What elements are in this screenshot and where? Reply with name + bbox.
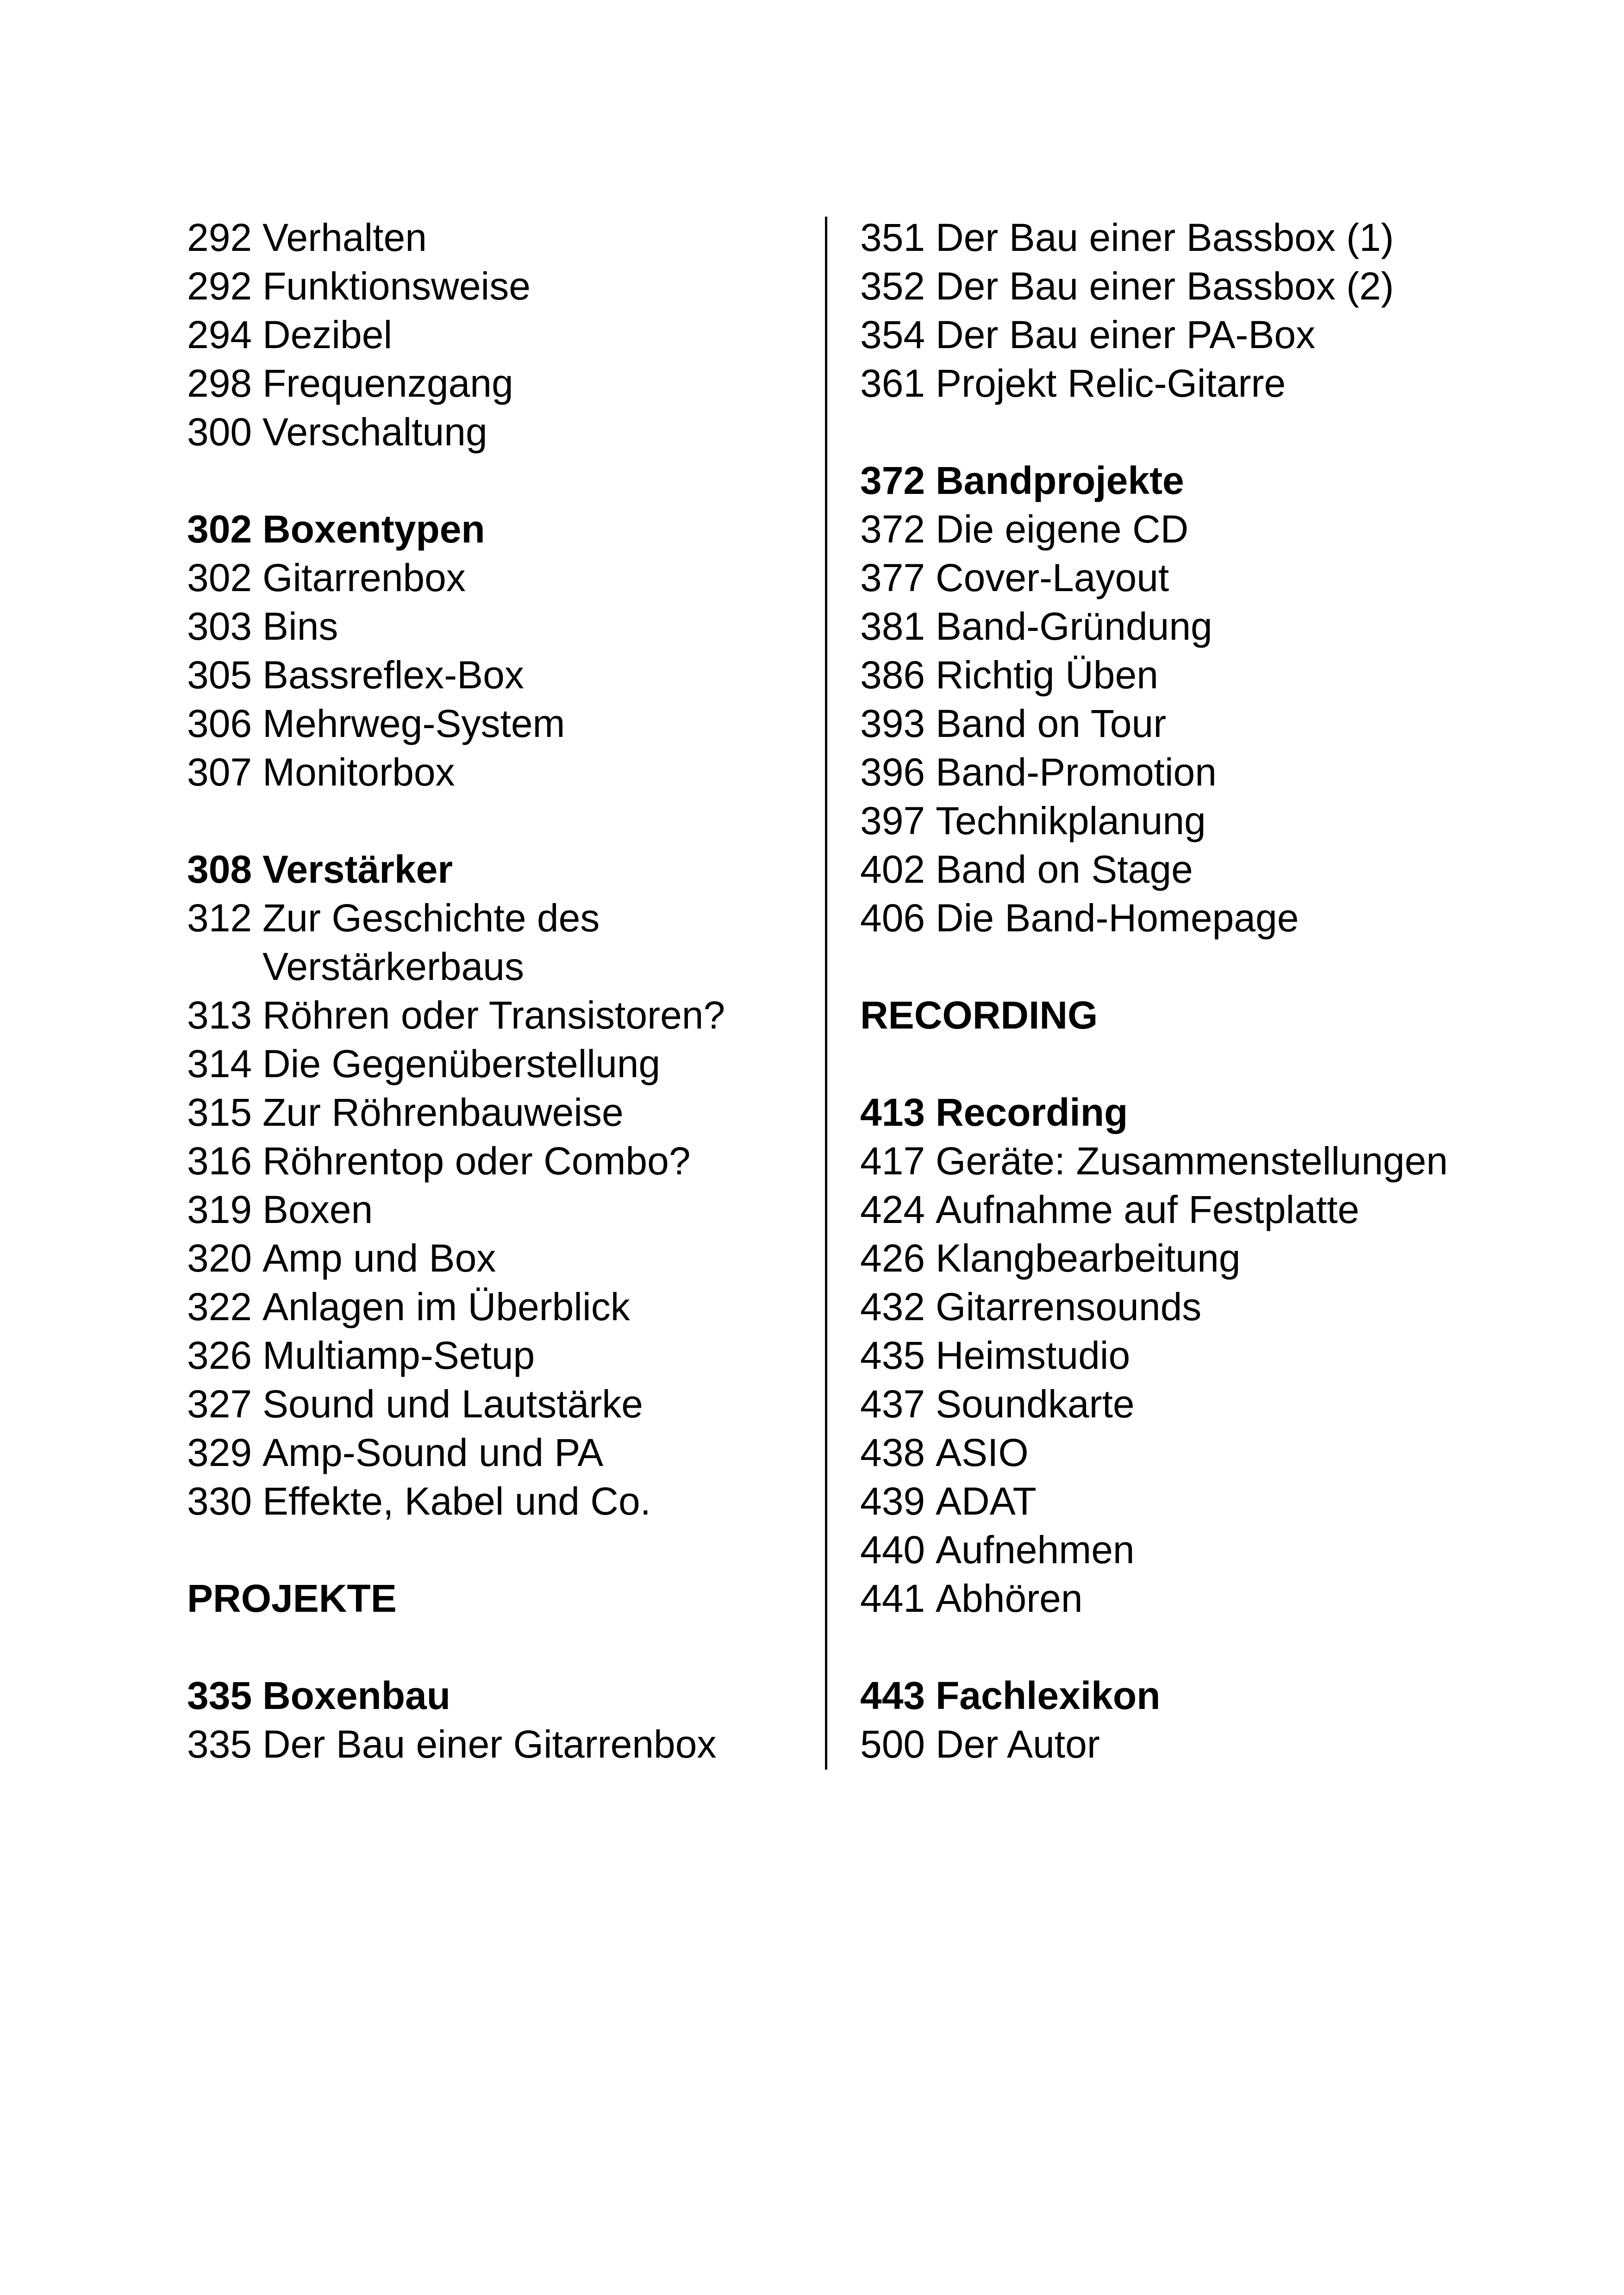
entry-title: Röhrentop oder Combo? [262, 1139, 691, 1183]
entry-title: Frequenzgang [262, 362, 513, 405]
toc-entry [187, 1234, 803, 1283]
page-number: 440 [860, 1528, 925, 1572]
entry-title: Bassreflex-Box [262, 653, 524, 697]
page-number: 335 [187, 1722, 252, 1766]
entry-title: Cover-Layout [936, 556, 1169, 599]
toc-entry [187, 1283, 803, 1331]
entry-title: Amp-Sound und PA [262, 1431, 604, 1474]
toc-entry [187, 699, 803, 748]
page-number: 319 [187, 1188, 252, 1231]
toc-entry [860, 1574, 1578, 1623]
toc-entry [860, 845, 1578, 894]
page-number: 314 [187, 1042, 252, 1085]
page-number: 435 [860, 1334, 925, 1377]
entry-title: Verschaltung [262, 410, 487, 454]
toc-entry [860, 797, 1578, 845]
page-number: 381 [860, 605, 925, 648]
toc-section-heading [860, 1671, 1578, 1720]
page-number: 329 [187, 1431, 252, 1474]
page-number: 316 [187, 1139, 252, 1183]
page-number: 397 [860, 799, 925, 842]
page-number: 426 [860, 1236, 925, 1280]
entry-title: Monitorbox [262, 750, 455, 794]
entry-title: Bandprojekte [936, 459, 1184, 502]
toc-entry [860, 213, 1578, 262]
toc-entry [187, 213, 803, 262]
entry-title: Abhören [936, 1577, 1083, 1620]
page-number: 417 [860, 1139, 925, 1183]
toc-entry [860, 1234, 1578, 1283]
entry-title: Soundkarte [936, 1382, 1135, 1426]
toc-entry [187, 651, 803, 699]
entry-title: Sound und Lautstärke [262, 1382, 643, 1426]
page-number: 406 [860, 896, 925, 940]
page-number: 386 [860, 653, 925, 697]
entry-title: Bins [262, 605, 338, 648]
toc-entry [860, 505, 1578, 554]
spacer [187, 456, 803, 505]
toc-entry [860, 1428, 1578, 1477]
entry-title: Röhren oder Transistoren? [262, 993, 725, 1037]
entry-title: Der Autor [936, 1722, 1100, 1766]
entry-title: Projekt Relic-Gitarre [936, 362, 1286, 405]
toc-entry [187, 359, 803, 408]
entry-title: Heimstudio [936, 1334, 1131, 1377]
toc-entry [860, 748, 1578, 797]
page-number: 305 [187, 653, 252, 697]
toc-entry [860, 1185, 1578, 1234]
entry-title: Zur Röhrenbauweise [262, 1091, 624, 1134]
page-number: 443 [860, 1674, 925, 1717]
page-number: 432 [860, 1285, 925, 1328]
toc-entry [860, 602, 1578, 651]
entry-title: Band on Tour [936, 702, 1167, 745]
page-number: 320 [187, 1236, 252, 1280]
spacer [860, 1623, 1578, 1671]
page-number: 302 [187, 556, 252, 599]
toc-entry [860, 699, 1578, 748]
spacer [187, 1623, 803, 1671]
toc-entry [860, 1380, 1578, 1428]
page-number: 322 [187, 1285, 252, 1328]
toc-entry [187, 1380, 803, 1428]
entry-title: Geräte: Zusammenstellungen [936, 1139, 1448, 1183]
toc-entry [187, 1088, 803, 1137]
page-number: 413 [860, 1091, 925, 1134]
page-number: 303 [187, 605, 252, 648]
toc-entry [187, 408, 803, 456]
page-number: 294 [187, 313, 252, 356]
page-number: 330 [187, 1479, 252, 1523]
page-number: 424 [860, 1188, 925, 1231]
page-number: 372 [860, 459, 925, 502]
toc-entry-continuation [187, 942, 803, 991]
entry-title: Verhalten [262, 216, 427, 259]
page-number: 292 [187, 216, 252, 259]
toc-entry [187, 1331, 803, 1380]
entry-title: Der Bau einer Bassbox (2) [936, 264, 1394, 308]
toc-entry [187, 894, 803, 942]
entry-title: Band on Stage [936, 848, 1193, 891]
toc-entry [860, 651, 1578, 699]
entry-title: Boxentypen [262, 507, 485, 551]
toc-entry [187, 1720, 803, 1769]
entry-title: Zur Geschichte des [262, 896, 600, 940]
entry-title: Band-Gründung [936, 605, 1212, 648]
spacer [860, 942, 1578, 991]
page-number: 437 [860, 1382, 925, 1426]
entry-title: Technikplanung [936, 799, 1206, 842]
entry-title: Der Bau einer PA-Box [936, 313, 1316, 356]
entry-title: Amp und Box [262, 1236, 496, 1280]
toc-entry [187, 1185, 803, 1234]
page-number: 438 [860, 1431, 925, 1474]
toc-entry [187, 262, 803, 311]
entry-title: Mehrweg-System [262, 702, 565, 745]
page-number: 351 [860, 216, 925, 259]
entry-title: Der Bau einer Gitarrenbox [262, 1722, 717, 1766]
toc-entry [860, 1477, 1578, 1526]
column-divider [825, 217, 827, 1770]
entry-title: Dezibel [262, 313, 393, 356]
page-number: 372 [860, 507, 925, 551]
toc-entry [860, 1331, 1578, 1380]
page-number: 312 [187, 896, 252, 940]
toc-part-heading [187, 1574, 803, 1623]
part-title: RECORDING [860, 993, 1098, 1037]
page-number: 306 [187, 702, 252, 745]
entry-title: ADAT [936, 1479, 1037, 1523]
page-number: 500 [860, 1722, 925, 1766]
page-number: 393 [860, 702, 925, 745]
entry-title: Aufnehmen [936, 1528, 1135, 1572]
page-number: 335 [187, 1674, 252, 1717]
page-number: 326 [187, 1334, 252, 1377]
entry-title: Gitarrensounds [936, 1285, 1202, 1328]
toc-entry [187, 554, 803, 602]
entry-title: Multiamp-Setup [262, 1334, 535, 1377]
toc-entry [187, 1477, 803, 1526]
entry-title: ASIO [936, 1431, 1029, 1474]
toc-section-heading [860, 1088, 1578, 1137]
page-number: 327 [187, 1382, 252, 1426]
toc-left-column [187, 213, 803, 1769]
entry-title-continuation: Verstärkerbaus [262, 945, 524, 988]
entry-title: Boxenbau [262, 1674, 451, 1717]
toc-section-heading [187, 845, 803, 894]
toc-entry [187, 311, 803, 359]
toc-entry [860, 262, 1578, 311]
page-number: 302 [187, 507, 252, 551]
toc-entry [860, 554, 1578, 602]
entry-title: Recording [936, 1091, 1128, 1134]
toc-entry [187, 602, 803, 651]
entry-title: Anlagen im Überblick [262, 1285, 630, 1328]
page-number: 298 [187, 362, 252, 405]
toc-entry [860, 1283, 1578, 1331]
toc-part-heading [860, 991, 1578, 1040]
spacer [860, 408, 1578, 456]
page-number: 307 [187, 750, 252, 794]
entry-title: Die Gegenüberstellung [262, 1042, 661, 1085]
page-number: 308 [187, 848, 252, 891]
page-number: 361 [860, 362, 925, 405]
toc-entry [187, 1137, 803, 1185]
entry-title: Die Band-Homepage [936, 896, 1299, 940]
entry-title: Band-Promotion [936, 750, 1217, 794]
page-number: 300 [187, 410, 252, 454]
page-number: 377 [860, 556, 925, 599]
toc-entry [860, 1720, 1578, 1769]
toc-section-heading [187, 1671, 803, 1720]
toc-entry [187, 748, 803, 797]
page-number: 292 [187, 264, 252, 308]
entry-title: Aufnahme auf Festplatte [936, 1188, 1360, 1231]
toc-right-column [860, 213, 1578, 1769]
page-number: 396 [860, 750, 925, 794]
spacer [187, 797, 803, 845]
toc-section-heading [860, 456, 1578, 505]
toc-entry [187, 991, 803, 1040]
entry-title: Verstärker [262, 848, 453, 891]
entry-title: Boxen [262, 1188, 373, 1231]
entry-title: Klangbearbeitung [936, 1236, 1241, 1280]
entry-title: Funktionsweise [262, 264, 531, 308]
entry-title: Die eigene CD [936, 507, 1189, 551]
toc-entry [860, 894, 1578, 942]
part-title: PROJEKTE [187, 1577, 397, 1620]
page-number: 439 [860, 1479, 925, 1523]
page-number: 313 [187, 993, 252, 1037]
toc-entry [860, 311, 1578, 359]
toc-entry [860, 1137, 1578, 1185]
page-number: 315 [187, 1091, 252, 1134]
spacer [187, 1526, 803, 1574]
page-number: 352 [860, 264, 925, 308]
toc-entry [187, 1428, 803, 1477]
entry-title: Gitarrenbox [262, 556, 466, 599]
entry-title: Fachlexikon [936, 1674, 1161, 1717]
spacer [860, 1040, 1578, 1088]
toc-entry [860, 359, 1578, 408]
entry-title: Der Bau einer Bassbox (1) [936, 216, 1394, 259]
page-number: 402 [860, 848, 925, 891]
page-number: 354 [860, 313, 925, 356]
entry-title: Richtig Üben [936, 653, 1158, 697]
entry-title: Effekte, Kabel und Co. [262, 1479, 651, 1523]
toc-section-heading [187, 505, 803, 554]
toc-entry [860, 1526, 1578, 1574]
toc-entry [187, 1040, 803, 1088]
page-number: 441 [860, 1577, 925, 1620]
